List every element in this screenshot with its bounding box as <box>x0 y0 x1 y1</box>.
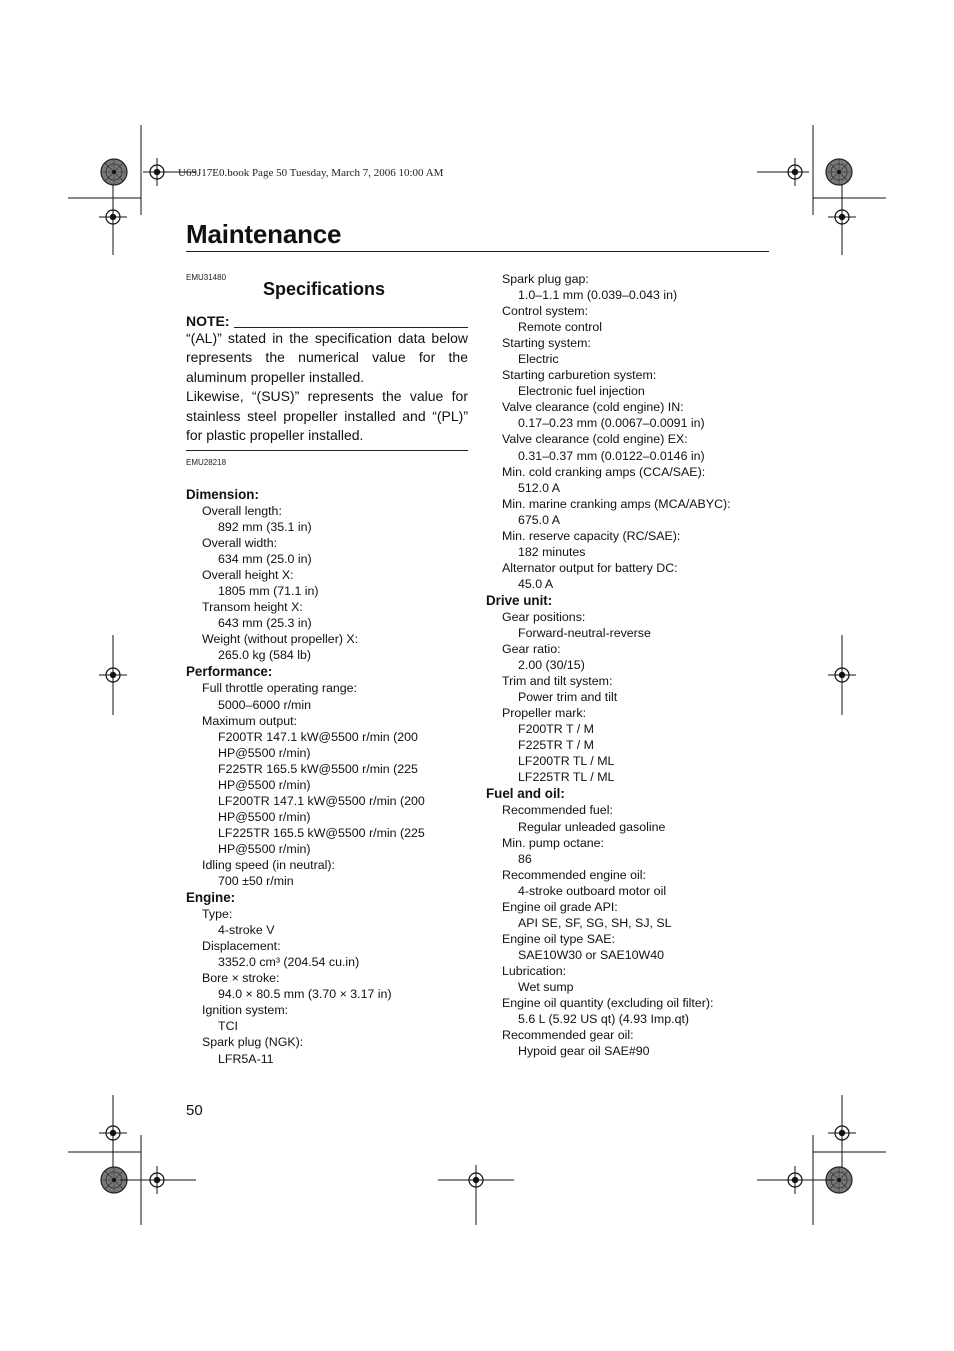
page-title: Maintenance <box>186 219 342 249</box>
spec-value: F225TR 165.5 kW@5500 r/min (225 <box>218 761 418 776</box>
spec-label: Valve clearance (cold engine) IN: <box>502 400 684 415</box>
spec-value: 5000–6000 r/min <box>218 697 311 712</box>
spec-value: 700 ±50 r/min <box>218 874 294 889</box>
section-heading: Specifications <box>263 279 386 299</box>
spec-label: Starting system: <box>502 336 591 351</box>
spec-value: LF200TR 147.1 kW@5500 r/min (200 <box>218 793 425 808</box>
file-header-line: U69J17E0.book Page 50 Tuesday, March 7, 2006 10:00 AM <box>178 167 444 179</box>
spec-label: Engine oil quantity (excluding oil filter): <box>502 996 714 1011</box>
spec-value: HP@5500 r/min) <box>218 809 311 824</box>
spec-value: 1.0–1.1 mm (0.039–0.043 in) <box>518 288 678 303</box>
spec-label: Displacement: <box>202 939 281 954</box>
spec-group <box>186 663 476 889</box>
spec-label: Starting carburetion system: <box>502 368 657 383</box>
spec-value: 4-stroke outboard motor oil <box>518 883 667 898</box>
spec-label: Bore × stroke: <box>202 971 280 986</box>
section-code: EMU31480 <box>186 273 227 282</box>
spec-label: Engine oil type SAE: <box>502 931 615 946</box>
spec-label: Overall length: <box>202 504 282 518</box>
spec-label: Alternator output for battery DC: <box>502 560 678 575</box>
spec-group-title: Performance: <box>186 664 273 680</box>
spec-label: Control system: <box>502 304 589 319</box>
spec-value: Hypoid gear oil SAE#90 <box>518 1044 650 1059</box>
spec-column-left <box>186 486 476 1067</box>
note-body <box>186 329 468 445</box>
spec-value: 182 minutes <box>518 544 586 559</box>
spec-value: 892 mm (35.1 in) <box>218 520 312 535</box>
spec-group <box>486 785 776 1059</box>
spec-value: 0.31–0.37 mm (0.0122–0.0146 in) <box>518 448 705 463</box>
spec-group-title: Drive unit: <box>486 592 553 608</box>
spec-label: Propeller mark: <box>502 706 587 721</box>
spec-value: HP@5500 r/min) <box>218 777 311 792</box>
spec-label: Maximum output: <box>202 713 298 728</box>
spec-value: 45.0 A <box>518 576 554 591</box>
spec-group-title: Fuel and oil: <box>486 786 565 802</box>
spec-group-title: Dimension: <box>186 487 259 502</box>
spec-label: Valve clearance (cold engine) EX: <box>502 432 688 447</box>
spec-value: API SE, SF, SG, SH, SJ, SL <box>518 915 672 930</box>
spec-column-right <box>486 271 776 1059</box>
spec-value: TCI <box>218 1019 238 1034</box>
spec-label: Gear ratio: <box>502 642 561 657</box>
page-number: 50 <box>186 1102 203 1119</box>
spec-label: Gear positions: <box>502 609 586 624</box>
spec-label: Idling speed (in neutral): <box>202 857 335 872</box>
spec-value: SAE10W30 or SAE10W40 <box>518 947 665 962</box>
spec-group <box>186 486 476 663</box>
spec-value: Power trim and tilt <box>518 690 618 705</box>
note-label: NOTE: <box>186 313 230 329</box>
spec-value: LF200TR TL / ML <box>518 754 615 769</box>
spec-value: 675.0 A <box>518 512 561 527</box>
spec-value: Forward-neutral-reverse <box>518 625 651 640</box>
spec-value: LFR5A-11 <box>218 1051 274 1066</box>
spec-label: Transom height X: <box>202 600 303 615</box>
spec-label: Min. reserve capacity (RC/SAE): <box>502 528 681 543</box>
spec-value: Wet sump <box>518 979 574 994</box>
note-paragraph: Likewise, “(SUS)” represents the value for stainless steel propeller installed and “(PL)” for plastic propeller installed. <box>186 388 468 444</box>
spec-label: Spark plug gap: <box>502 272 589 286</box>
spec-value: F225TR T / M <box>518 738 594 753</box>
spec-value: 634 mm (25.0 in) <box>218 552 312 567</box>
spec-value: 1805 mm (71.1 in) <box>218 584 319 599</box>
spec-value: 2.00 (30/15) <box>518 658 585 673</box>
spec-value: Electronic fuel injection <box>518 384 645 399</box>
spec-value: F200TR 147.1 kW@5500 r/min (200 <box>218 729 418 744</box>
spec-label: Overall width: <box>202 536 278 551</box>
spec-value: 0.17–0.23 mm (0.0067–0.0091 in) <box>518 416 705 431</box>
spec-label: Min. pump octane: <box>502 835 604 850</box>
spec-value: 4-stroke V <box>218 923 275 938</box>
spec-group <box>186 889 476 1066</box>
spec-label: Recommended gear oil: <box>502 1028 634 1043</box>
note-header <box>186 312 468 330</box>
spec-label: Ignition system: <box>202 1003 289 1018</box>
spec-value: 265.0 kg (584 lb) <box>218 648 311 663</box>
note-paragraph: “(AL)” stated in the specification data below represents the numerical value for the aluminum propeller installed. <box>186 330 468 385</box>
spec-label: Type: <box>202 907 233 922</box>
spec-group <box>486 271 776 592</box>
spec-label: Lubrication: <box>502 963 567 978</box>
title-rule <box>186 251 769 252</box>
spec-value: Regular unleaded gasoline <box>518 819 666 834</box>
note-end-rule <box>186 450 468 451</box>
spec-value: 86 <box>518 851 532 866</box>
spec-code: EMU28218 <box>186 458 227 467</box>
spec-label: Overall height X: <box>202 568 294 583</box>
spec-value: HP@5500 r/min) <box>218 745 311 760</box>
note-rule <box>234 327 468 328</box>
spec-value: 94.0 × 80.5 mm (3.70 × 3.17 in) <box>218 987 392 1002</box>
spec-value: 512.0 A <box>518 480 561 495</box>
spec-label: Trim and tilt system: <box>502 674 613 689</box>
spec-label: Spark plug (NGK): <box>202 1035 304 1050</box>
spec-value: Remote control <box>518 320 603 335</box>
spec-label: Weight (without propeller) X: <box>202 632 359 647</box>
spec-value: 3352.0 cm³ (204.54 cu.in) <box>218 955 360 970</box>
spec-group-title: Engine: <box>186 890 236 906</box>
spec-label: Engine oil grade API: <box>502 899 618 914</box>
spec-label: Min. cold cranking amps (CCA/SAE): <box>502 464 706 479</box>
spec-value: Electric <box>518 352 559 367</box>
spec-group <box>486 592 776 786</box>
spec-value: F200TR T / M <box>518 722 594 737</box>
spec-label: Recommended engine oil: <box>502 867 646 882</box>
spec-value: LF225TR 165.5 kW@5500 r/min (225 <box>218 825 425 840</box>
spec-label: Min. marine cranking amps (MCA/ABYC): <box>502 496 731 511</box>
spec-label: Recommended fuel: <box>502 803 613 818</box>
spec-value: 5.6 L (5.92 US qt) (4.93 Imp.qt) <box>518 1012 690 1027</box>
spec-value: HP@5500 r/min) <box>218 841 311 856</box>
spec-label: Full throttle operating range: <box>202 681 357 696</box>
spec-value: LF225TR TL / ML <box>518 770 615 785</box>
spec-value: 643 mm (25.3 in) <box>218 616 312 631</box>
